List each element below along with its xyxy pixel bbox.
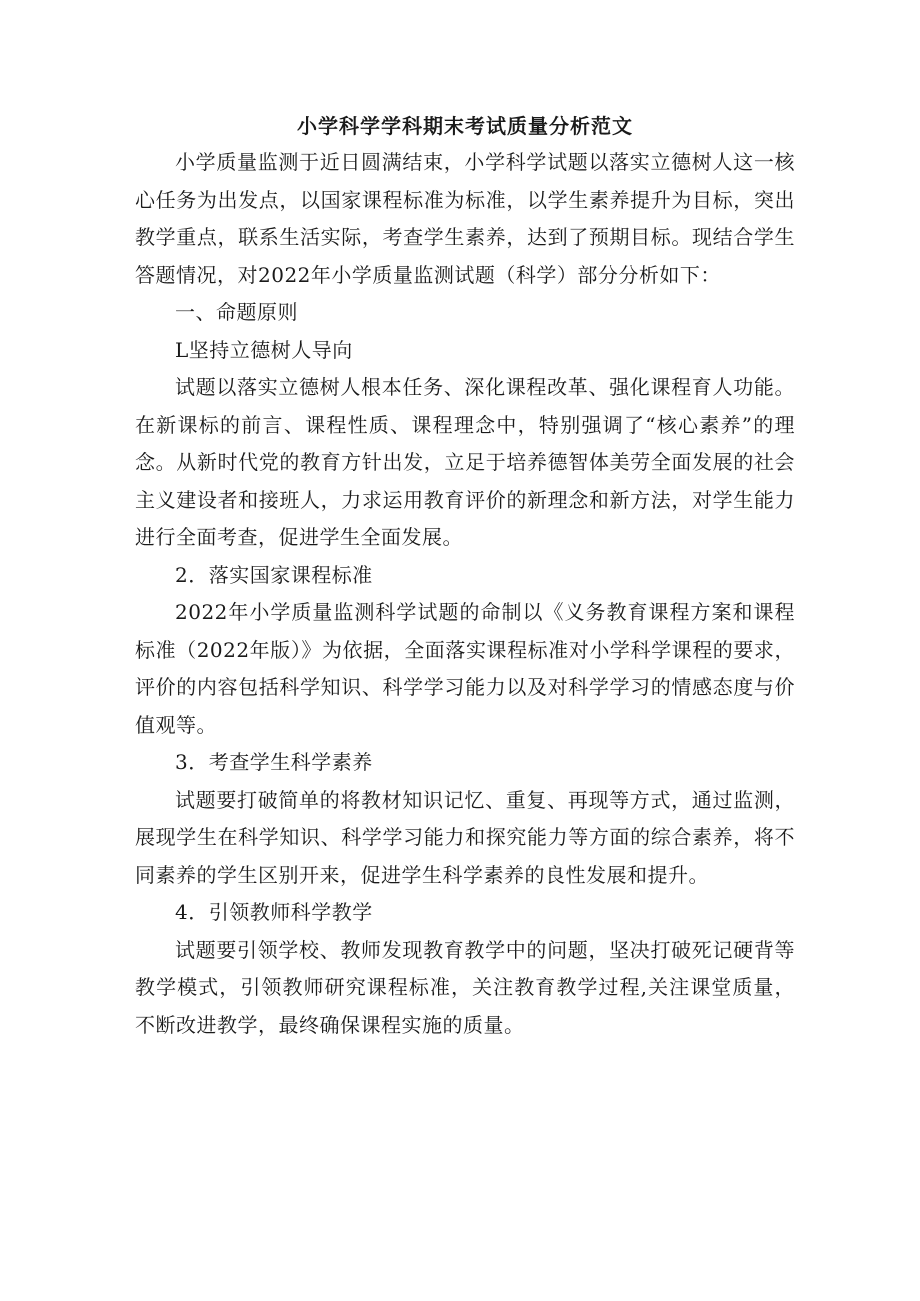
item-1-heading: L坚持立德树人导向 bbox=[175, 337, 353, 362]
item-4-body: 试题要引领学校、教师发现教育教学中的问题，坚决打破死记硬背等教学模式，引领教师研究课程标准，关注教育教学过程,关注课堂质量，不断改进教学，最终确保课程实施的质量。 bbox=[135, 937, 795, 1037]
item-3-heading: 3．考查学生科学素养 bbox=[175, 750, 373, 774]
intro-paragraph: 小学质量监测于近日圆满结束，小学科学试题以落实立德树人这一核心任务为出发点，以国家课程标准为标准，以学生素养提升为目标，突出教学重点，联系生活实际，考查学生素养，达到了预期目标。现结合学生答题情况，对2022年小学质量监测试题（科学）部分分析如下： bbox=[135, 150, 795, 287]
section-heading: 一、命题原则 bbox=[175, 300, 298, 324]
item-3-body: 试题要打破简单的将教材知识记忆、重复、再现等方式，通过监测，展现学生在科学知识、科学学习能力和探究能力等方面的综合素养，将不同素养的学生区别开来，促进学生科学素养的良性发展和提升。 bbox=[135, 787, 795, 887]
document-page bbox=[135, 112, 795, 1044]
item-4-heading: 4．引领教师科学教学 bbox=[175, 900, 373, 924]
item-2-heading: 2．落实国家课程标准 bbox=[175, 562, 373, 587]
item-1-body: 试题以落实立德树人根本任务、深化课程改革、强化课程育人功能。在新课标的前言、课程性质、课程理念中，特别强调了“核心素养”的理念。从新时代党的教育方针出发，立足于培养德智体美劳全面发展的社会主义建设者和接班人，力求运用教育评价的新理念和新方法，对学生能力进行全面考查，促进学生全面发展。 bbox=[135, 375, 795, 549]
item-2-body: 2022年小学质量监测科学试题的命制以《义务教育课程方案和课程标准（2022年版）》为依据，全面落实课程标准对小学科学课程的要求，评价的内容包括科学知识、科学学习能力以及对科学学习的情感态度与价值观等。 bbox=[135, 600, 795, 737]
document-title: 小学科学学科期末考试质量分析范文 bbox=[297, 114, 633, 138]
